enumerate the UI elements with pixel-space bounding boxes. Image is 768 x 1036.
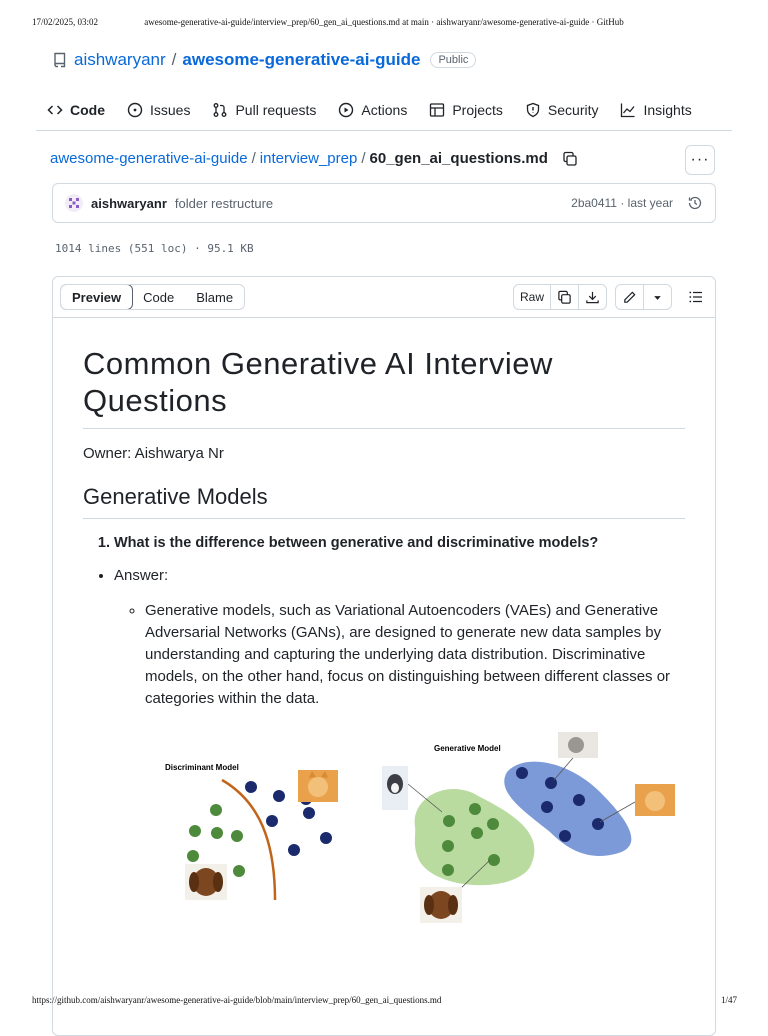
list-unordered-icon — [688, 289, 704, 305]
raw-button[interactable]: Raw — [514, 285, 551, 309]
tab-projects[interactable] — [418, 91, 514, 129]
file-toolbar — [53, 277, 715, 318]
decision-boundary-curve — [222, 780, 275, 900]
tab-projects-label: Projects — [452, 102, 503, 118]
document-owner: Owner: Aishwarya Nr — [83, 445, 224, 462]
section-heading: Generative Models — [83, 484, 685, 519]
breadcrumb-repo-link[interactable]: awesome-generative-ai-guide — [50, 150, 248, 167]
commit-meta — [571, 195, 703, 211]
breadcrumb — [50, 150, 578, 167]
edit-dropdown-button[interactable] — [644, 285, 671, 309]
tab-pull-requests[interactable] — [201, 91, 327, 129]
code-view-button[interactable]: Code — [143, 289, 175, 305]
print-url: https://github.com/aishwaryanr/awesome-generative-ai-guide/blob/main/interview_prep/60_gen_ai_questions.md — [32, 995, 442, 1005]
raw-actions-group — [513, 284, 607, 310]
repo-header — [52, 50, 476, 70]
history-icon[interactable] — [687, 195, 703, 211]
puppy-photo-icon — [420, 887, 462, 923]
tab-issues[interactable] — [116, 91, 201, 129]
cat-photo-icon — [298, 770, 338, 802]
visibility-badge: Public — [430, 52, 476, 68]
breadcrumb-separator: / — [361, 150, 366, 167]
pencil-icon — [622, 290, 637, 305]
repo-icon — [52, 52, 68, 68]
tab-code[interactable] — [36, 91, 116, 129]
commit-message[interactable]: folder restructure — [174, 195, 274, 211]
answer-text: ◦ Generative models, such as Variational Autoencoders (VAEs) and Generative Adversarial Networks (GANs), are designed to generate new data samples by understanding and capturing the underlying data distribution. Discriminative models, on the other hand, focus on distinguishing between different classes or categories within the data. — [145, 600, 685, 710]
tab-security-label: Security — [547, 102, 599, 118]
document-title: Common Generative AI Interview Questions — [83, 345, 685, 429]
tab-issues-label: Issues — [150, 102, 191, 118]
graph-icon — [620, 102, 636, 118]
markdown-body — [83, 317, 685, 710]
file-info: 1014 lines (551 loc) · 95.1 KB — [55, 242, 254, 255]
file-actions — [513, 284, 708, 310]
latest-commit-bar — [52, 183, 716, 223]
husky-photo-icon — [382, 766, 408, 810]
commit-hash-time[interactable]: 2ba0411 · last year — [571, 196, 673, 210]
play-icon — [338, 102, 354, 118]
more-options-button[interactable]: ··· — [685, 145, 715, 175]
commit-author[interactable]: aishwaryanr — [91, 195, 167, 211]
answer-label — [114, 567, 685, 710]
edit-button[interactable] — [616, 285, 644, 309]
breadcrumb-file: 60_gen_ai_questions.md — [369, 150, 548, 167]
edit-actions-group — [615, 284, 672, 310]
copy-path-icon[interactable] — [562, 151, 578, 167]
download-button[interactable] — [579, 285, 606, 309]
preview-button[interactable]: Preview — [60, 284, 133, 310]
answer-sublist — [114, 600, 685, 710]
question-item: 1. What is the difference between generative and discriminative models? — [114, 535, 685, 551]
answer-list — [83, 567, 685, 710]
copy-icon — [557, 290, 572, 305]
tab-security[interactable] — [514, 91, 610, 129]
issue-icon — [127, 102, 143, 118]
repo-name-link[interactable]: awesome-generative-ai-guide — [182, 50, 421, 69]
answer-label-text: Answer: — [114, 567, 169, 584]
dog-photo-icon — [185, 864, 227, 900]
question-list — [83, 535, 685, 551]
tab-actions[interactable] — [327, 91, 418, 129]
pull-request-icon — [212, 102, 228, 118]
code-icon — [47, 102, 63, 118]
caret-down-icon — [650, 290, 665, 305]
shield-icon — [525, 102, 541, 118]
print-datetime: 17/02/2025, 03:02 — [32, 17, 99, 27]
repo-nav — [36, 90, 732, 131]
tab-pull-requests-label: Pull requests — [235, 102, 317, 118]
kitten-photo-icon — [558, 732, 598, 758]
view-mode-switch — [60, 284, 245, 310]
generative-vs-discriminative-diagram — [150, 732, 690, 932]
tab-actions-label: Actions — [361, 102, 408, 118]
repo-slash: / — [171, 50, 177, 69]
generative-model-label: Generative Model — [434, 744, 501, 753]
table-icon — [429, 102, 445, 118]
tab-code-label: Code — [70, 102, 105, 118]
print-page-title: awesome-generative-ai-guide/interview_prep/60_gen_ai_questions.md at main · aishwaryanr/awesome-generative-ai-guide · GitHub — [144, 17, 624, 27]
print-page-number: 1/47 — [720, 995, 737, 1005]
breadcrumb-folder-link[interactable]: interview_prep — [259, 150, 358, 167]
discriminant-model-label: Discriminant Model — [165, 763, 239, 772]
breadcrumb-separator: / — [251, 150, 256, 167]
repo-owner-link[interactable]: aishwaryanr — [74, 50, 166, 69]
cat-photo-icon — [635, 784, 675, 816]
blame-button[interactable]: Blame — [196, 289, 234, 305]
tab-insights-label: Insights — [643, 102, 692, 118]
tab-insights[interactable] — [609, 91, 702, 129]
copy-raw-button[interactable] — [551, 285, 579, 309]
download-icon — [585, 290, 600, 305]
avatar[interactable] — [65, 194, 83, 212]
outline-button[interactable] — [684, 285, 708, 309]
